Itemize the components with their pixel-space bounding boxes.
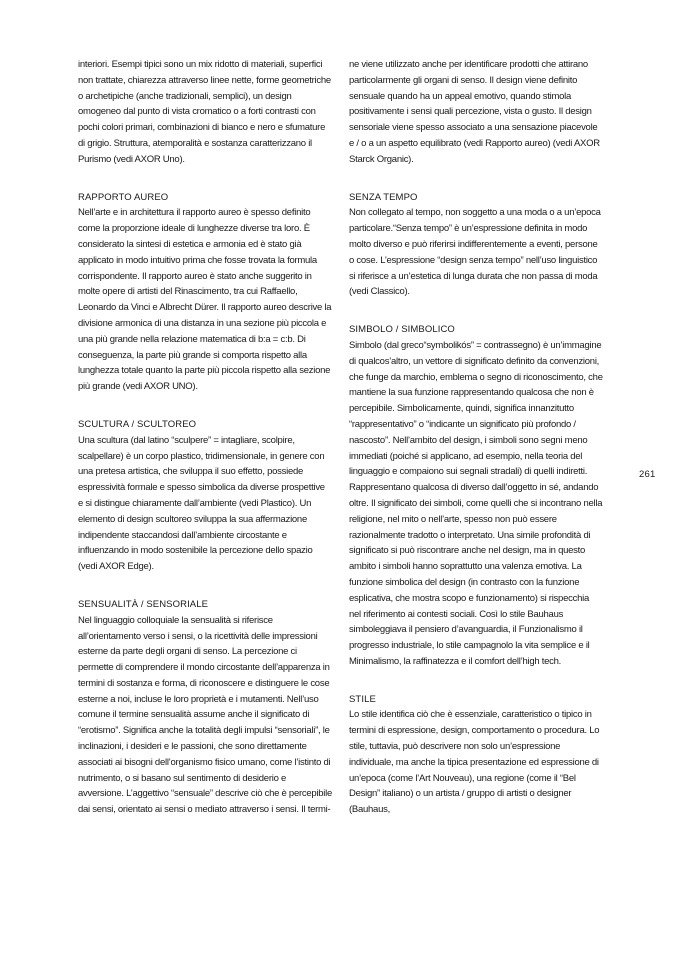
paragraph-stile: Lo stile identifica ciò che è essenziale, caratteristico o tipico in termini di espressione, design, comportamento o procedura. Lo stile, tuttavia, può descrivere non solo un’espressione individuale, ma anche la tipica presentazione ed espressione di un’epoca (come l’Art Nouveau), una regione (come il “Bel Design” italiano) o un artista / gruppo di artisti o designer (Bauhaus, <box>349 709 600 816</box>
paragraph-senza-tempo: Non collegato al tempo, non soggetto a una moda o a un’epoca particolare.“Senza tempo” è un’espressione definita in modo molto diverso e può riferirsi indifferentemente a eventi, persone o cose. L’espressione “design senza tempo” nell’uso linguistico si riferisce a un’estetica di lunga durata che non passa di moda (vedi Classico). <box>349 207 601 298</box>
heading-rapporto-aureo: RAPPORTO AUREO <box>78 191 169 203</box>
paragraph-purismo-continuation: interiori. Esempi tipici sono un mix ridotto di materiali, superfici non trattate, chiarezza attraverso linee nette, forme geometriche o archetipiche (anche tradizionali, semplici), un design omogeneo dal punto di vista cromatico o a forti contrasti con pochi colori primari, combinazioni di bianco e nero e sfumature di grigio. Struttura, atemporalità e sostanza caratterizzano il Purismo (vedi AXOR Uno). <box>78 59 331 165</box>
paragraph-scultura-scultoreo: Una scultura (dal latino “sculpere” = intagliare, scolpire, scalpellare) è un corpo plastico, tridimensionale, in genere con una pretesa artistica, che sviluppa il suo effetto, possiede espressività formale e spesso simbolica da diverse prospettive e si distingue chiaramente dall’ambiente (vedi Plastico). Un elemento di design scultoreo sviluppa la sua affermazione indipendente staccandosi dall’ambiente circostante e influenzando in modo sostenibile la percezione dello spazio (vedi AXOR Edge). <box>78 434 325 573</box>
paragraph-sensualita-continuation: ne viene utilizzato anche per identificare prodotti che attirano particolarmente gli organi di senso. Il design viene definito sensuale quando ha un appeal emotivo, quando stimola positivamente i sensi quali percezione, vista o gusto. Il design sensoriale viene spesso associato a una sensazione piacevole e / o a un aspetto equilibrato (vedi Rapporto aureo) (vedi AXOR Starck Organic). <box>349 59 600 165</box>
heading-simbolo-simbolico: SIMBOLO / SIMBOLICO <box>349 324 455 336</box>
left-column <box>78 57 332 818</box>
paragraph-simbolo-simbolico: Simbolo (dal greco“symbolikós” = contrassegno) è un’immagine di qualcos’altro, un vettore di significato definito da convenzioni, che funge da marchio, emblema o segno di riconoscimento, che mantiene la sua funzione rappresentando qualcosa che non è percepibile. Simbolicamente, quindi, significa innanzitutto “rappresentativo” o “indicante un significato più profondo / nascosto”. Nell’ambito del design, i simboli sono segni meno immediati (poiché si applicano, ad esempio, nella teoria del linguaggio e compaiono sui segnali stradali) di quelli indiretti. Rappresentano qualcosa di diverso dall’oggetto in sé, andando oltre. Il significato dei simboli, come quelli che si incontrano nella religione, nel mito o nell’arte, spesso non può essere razionalmente tradotto o interpretato. Una simile profondità di significato si può riscontrare anche nel design, ma in questo ambito i simboli hanno soprattutto una valenza emotiva. La funzione simbolica del design (in contrasto con la funzione esplicativa, che mostra scopo e funzionamento) si rispecchia nel riferimento ai contesti sociali. Così lo stile Bauhaus simboleggiava il pensiero d’avanguardia, il Funzionalismo il progresso industriale, lo stile campagnolo la vita semplice e il Minimalismo, la raffinatezza e il comfort dell’high tech. <box>349 339 603 667</box>
text-columns <box>78 57 603 818</box>
page-number: 261 <box>639 469 656 480</box>
paragraph-rapporto-aureo: Nell’arte e in architettura il rapporto aureo è spesso definito come la proporzione ideale di lunghezze diverse tra loro. È considerato la sintesi di estetica e armonia ed è stato già applicato in modo intuitivo prima che fosse trovata la formula corrispondente. Il rapporto aureo è stato anche suggerito in molte opere di artisti del Rinascimento, tra cui Raffaello, Leonardo da Vinci e Albrecht Dürer. Il rapporto aureo descrive la divisione armonica di una distanza in una sezione più piccola e una più grande nella relazione matematica di b:a = c:b. Di conseguenza, la parte più grande si comporta rispetto alla lunghezza totale quanto la parte più piccola rispetto alla sezione più grande (vedi AXOR UNO). <box>78 207 332 393</box>
heading-senza-tempo: SENZA TEMPO <box>349 191 418 203</box>
right-column <box>349 57 603 818</box>
paragraph-sensualita-sensoriale: Nel linguaggio colloquiale la sensualità si riferisce all’orientamento verso i sensi, o la ricettività delle impressioni esterne da parte degli organi di senso. La percezione ci permette di comprendere il mondo circostante dell’apparenza in termini di sostanza e forma, di riconoscere e distinguere le cose esterne a noi, incluse le loro proprietà e i mutamenti. Nell’uso comune il termine sensualità assume anche il significato di “erotismo”. Significa anche la totalità degli impulsi “sensoriali”, le inclinazioni, i desideri e le passioni, che sono direttamente associati ai bisogni dell’organismo fisico umano, come l’istinto di nutrimento, o si basano sul sentimento di desiderio e avversione. L’aggettivo “sensuale” descrive ciò che è percepibile dai sensi, orientato ai sensi o mediato attraverso i sensi. Il termi- <box>78 614 333 816</box>
heading-sensualita-sensoriale: SENSUALITÀ / SENSORIALE <box>78 598 209 610</box>
heading-scultura-scultoreo: SCULTURA / SCULTOREO <box>78 418 197 430</box>
heading-stile: STILE <box>349 693 376 705</box>
